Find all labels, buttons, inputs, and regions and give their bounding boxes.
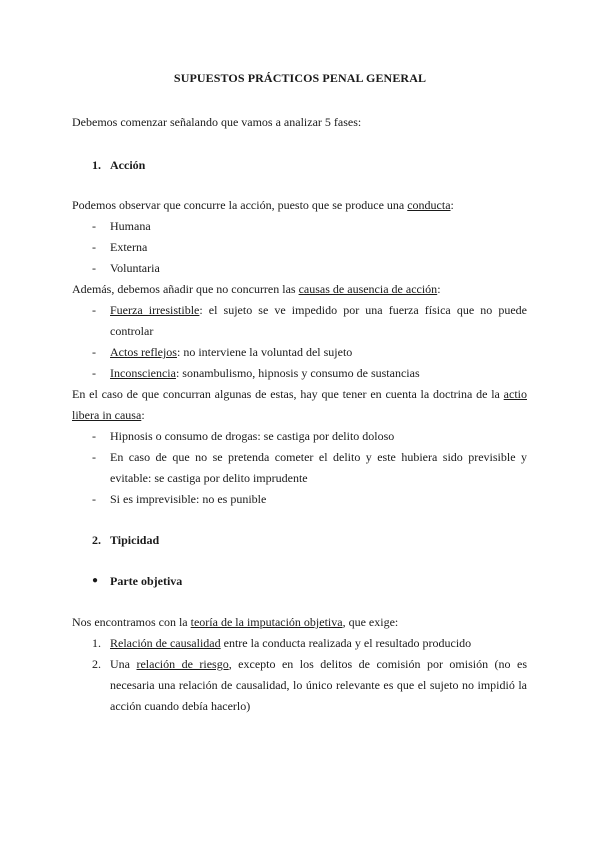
ausencia-intro-colon: : [437,282,441,296]
dash-marker: - [92,219,96,233]
accion-intro [72,197,454,213]
dash-marker: - [92,261,96,275]
actio-intro-text: En el caso de que concurran algunas de estas, hay que tener en cuenta la doctrina de la [72,387,504,401]
dash-marker: - [92,366,96,380]
item-number: 1. [92,636,101,650]
section-2-number: 2. [92,533,101,547]
section-2-heading: Tipicidad [110,533,160,547]
item-number: 2. [92,657,101,671]
list-item-text [110,302,527,318]
numbered-item-continuation: acción cuando debía hacerlo) [110,699,251,713]
fuerza-desc: : el sujeto se ve impedido por una fuerza física que no puede [199,303,527,317]
imputacion-intro-text: Nos encontramos con la [72,615,191,629]
dash-marker: - [92,240,96,254]
numbered-item-text [110,635,471,651]
imputacion-intro [72,614,398,630]
numbered-item-text [110,656,527,672]
actio-term: actio [503,387,527,401]
section-1-heading: Acción [110,158,146,172]
inconsciencia-term: Inconsciencia [110,366,176,380]
list-item-continuation: controlar [110,324,154,338]
accion-intro-colon: : [450,198,454,212]
dash-marker: - [92,429,96,443]
page-title: SUPUESTOS PRÁCTICOS PENAL GENERAL [173,71,427,85]
list-item-text: En caso de que no se pretenda cometer el delito y este hubiera sido previsible y [110,450,527,464]
list-item-text [110,344,352,360]
imputacion-term: teoría de la imputación objetiva [190,615,343,629]
riesgo-desc: , excepto en los delitos de comisión por omisión (no es [228,657,528,671]
dash-marker: - [92,345,96,359]
list-item-text: Voluntaria [110,261,160,275]
list-item-text: Si es imprevisible: no es punible [110,492,267,506]
list-item-text: Externa [110,240,148,254]
inconsciencia-desc: : sonambulismo, hipnosis y consumo de sustancias [175,366,420,380]
actos-term: Actos reflejos [110,345,177,359]
dash-marker: - [92,450,96,464]
ausencia-intro [72,281,441,297]
libera-term: libera in causa [72,408,142,422]
fuerza-term: Fuerza irresistible [110,303,200,317]
actos-desc: : no interviene la voluntad del sujeto [176,345,353,359]
libera-colon: : [141,408,145,422]
actio-intro-line1 [72,386,527,402]
ausencia-term: causas de ausencia de acción [298,282,438,296]
list-item-text [110,365,420,381]
actio-intro-line2 [72,407,145,423]
section-1-number: 1. [92,158,101,172]
intro-paragraph: Debemos comenzar señalando que vamos a analizar 5 fases: [72,115,362,129]
ausencia-intro-text: Además, debemos añadir que no concurren las [72,282,299,296]
riesgo-pre: Una [110,657,137,671]
accion-intro-text: Podemos observar que concurre la acción, puesto que se produce una [72,198,408,212]
subsection-heading: Parte objetiva [110,574,183,588]
bullet-icon: ● [92,575,99,586]
causalidad-desc: entre la conducta realizada y el resultado producido [220,636,472,650]
causalidad-term: Relación de causalidad [110,636,221,650]
imputacion-intro-post: , que exige: [342,615,399,629]
numbered-item-continuation: necesaria una relación de causalidad, lo único relevante es que el sujeto no impidió la [110,678,527,692]
list-item-text: Hipnosis o consumo de drogas: se castiga por delito doloso [110,429,395,443]
list-item-continuation: evitable: se castiga por delito imprudente [110,471,308,485]
dash-marker: - [92,492,96,506]
conducta-term: conducta [407,198,451,212]
riesgo-term: relación de riesgo [136,657,229,671]
dash-marker: - [92,303,96,317]
list-item-text: Humana [110,219,151,233]
